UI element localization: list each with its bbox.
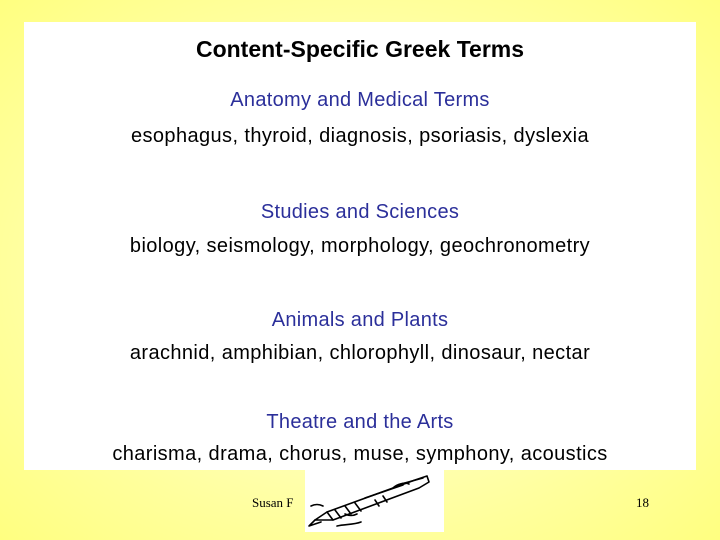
section-heading-arts: Theatre and the Arts bbox=[266, 411, 454, 433]
pen-icon bbox=[305, 470, 444, 532]
section-heading-sciences: Studies and Sciences bbox=[260, 201, 460, 223]
section-heading-animals: Animals and Plants bbox=[271, 309, 449, 331]
footer-author: Susan F bbox=[252, 495, 294, 510]
section-heading-anatomy: Anatomy and Medical Terms bbox=[230, 89, 490, 111]
section-terms-anatomy: esophagus, thyroid, diagnosis, psoriasis, dyslexia bbox=[130, 125, 590, 147]
content-box bbox=[24, 22, 696, 470]
section-terms-animals: arachnid, amphibian, chlorophyll, dinosaur, nectar bbox=[129, 342, 591, 364]
pen-clipart bbox=[305, 470, 444, 532]
section-terms-arts: charisma, drama, chorus, muse, symphony, acoustics bbox=[112, 443, 608, 465]
page-number: 18 bbox=[636, 495, 649, 510]
slide-title: Content-Specific Greek Terms bbox=[195, 36, 525, 62]
section-terms-sciences: biology, seismology, morphology, geochronometry bbox=[129, 235, 591, 257]
